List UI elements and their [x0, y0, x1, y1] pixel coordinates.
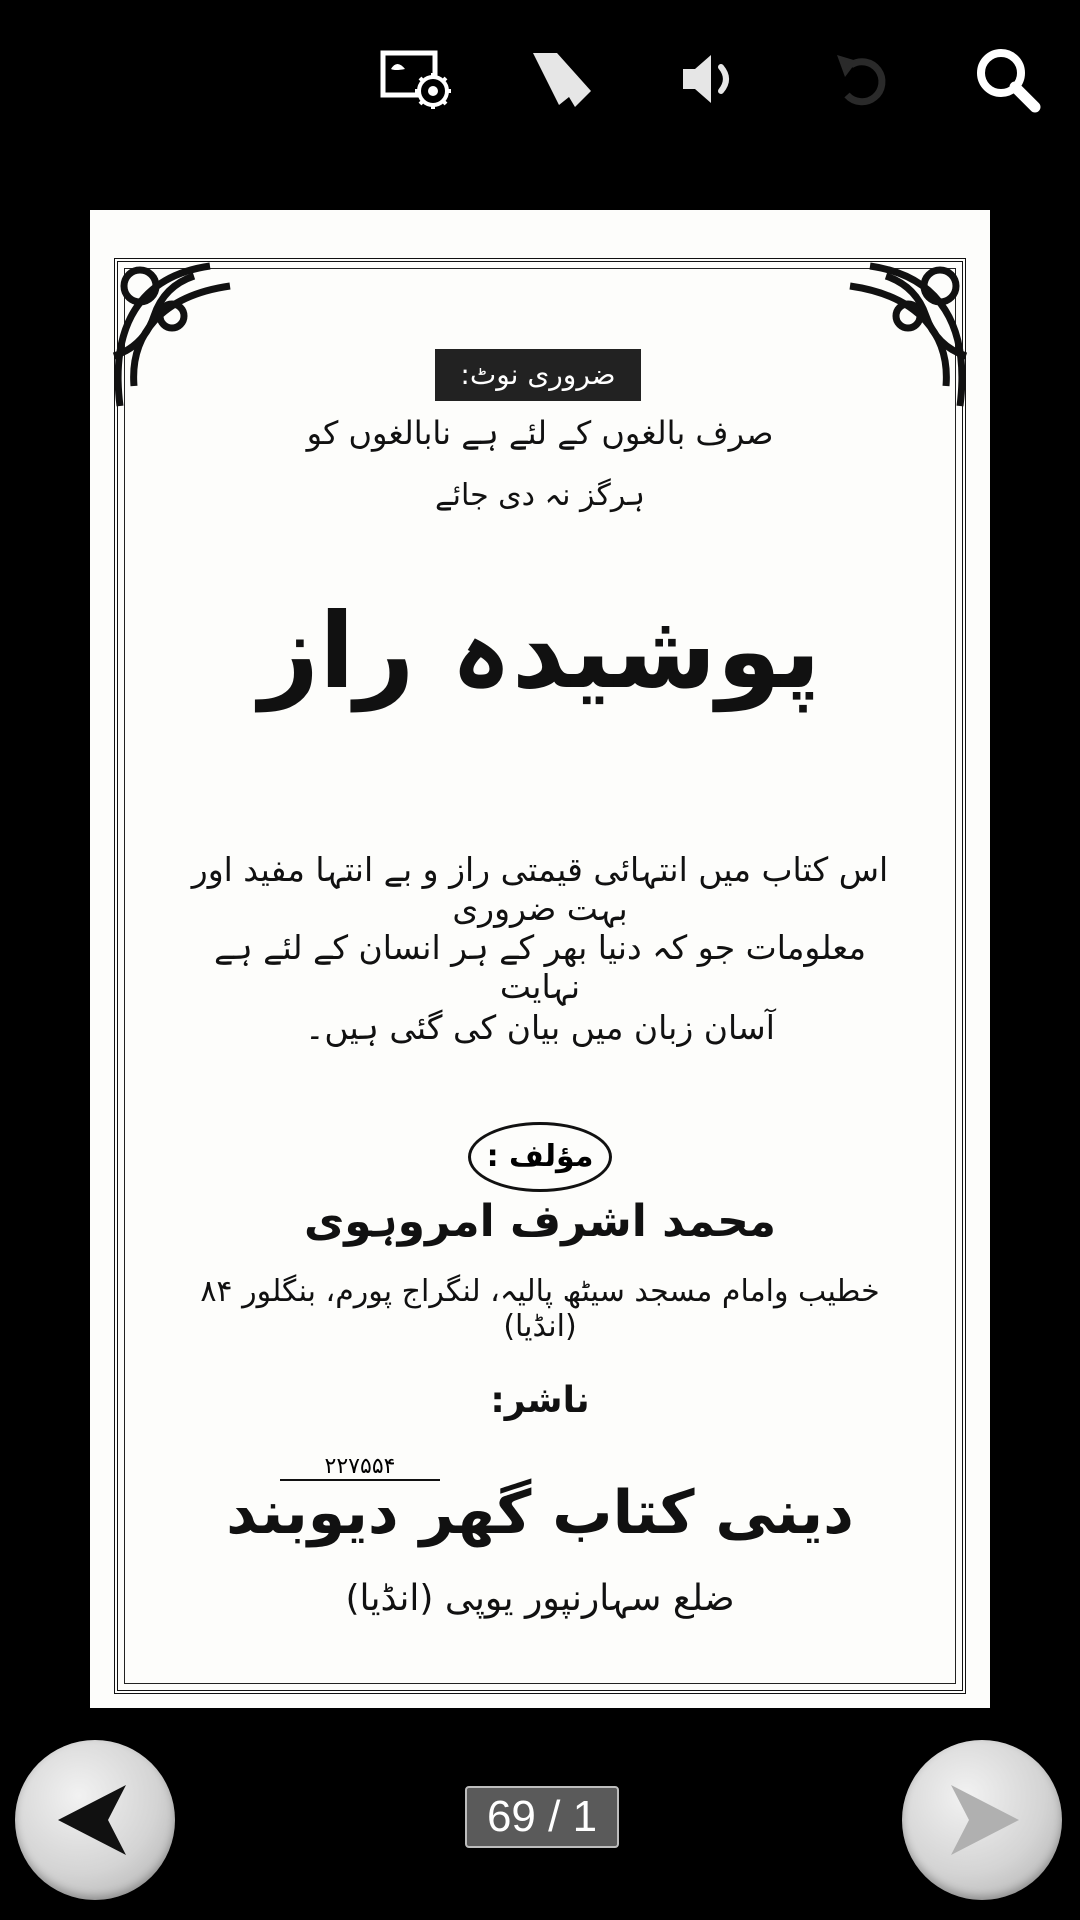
publisher-label: ناشر: [490, 1380, 590, 1421]
arrow-right-icon [937, 1775, 1027, 1865]
speaker-icon [671, 39, 751, 119]
publisher-code: ۲۲۷۵۵۴ [280, 1454, 440, 1481]
author-info: خطیب وامام مسجد سیٹھ پالیہ، لنگراج پورم، بنگلور ۸۴ (انڈیا) [200, 1274, 880, 1344]
search-icon [967, 39, 1047, 119]
top-toolbar [0, 0, 1080, 160]
warning-line-2: ہرگز نہ دی جائے [435, 478, 645, 513]
book-title: پوشیدہ راز [259, 590, 821, 712]
important-note-label: ضروری نوٹ: [435, 349, 641, 401]
arrow-left-icon [50, 1775, 140, 1865]
undo-button[interactable] [822, 38, 904, 120]
undo-icon [823, 39, 903, 119]
previous-page-button[interactable] [15, 1740, 175, 1900]
warning-line-1: صرف بالغوں کے لئے ہے نابالغوں کو [306, 414, 774, 452]
audio-button[interactable] [670, 38, 752, 120]
book-page [90, 210, 990, 1708]
page-counter: 69 / 1 [465, 1786, 619, 1848]
publisher-name: دینی کتاب گھر دیوبند [226, 1478, 854, 1548]
author-label: مؤلف : [468, 1122, 612, 1192]
night-mode-settings-button[interactable] [376, 38, 458, 120]
bookmark-icon [519, 39, 599, 119]
image-settings-icon [377, 39, 457, 119]
search-button[interactable] [966, 38, 1048, 120]
corner-ornament-left [100, 246, 280, 426]
corner-ornament-right [800, 246, 980, 426]
bookmark-button[interactable] [518, 38, 600, 120]
next-page-button[interactable] [902, 1740, 1062, 1900]
publisher-location: ضلع سہارنپور یوپی (انڈیا) [345, 1578, 735, 1619]
author-name: محمد اشرف امروہوی [303, 1196, 777, 1247]
description-line-1: اس کتاب میں انتہائی قیمتی راز و بے انتہا مفید اور بہت ضروری [191, 850, 889, 928]
description-line-2: معلومات جو کہ دنیا بھر کے ہر انسان کے لئے ہے نہایت [214, 928, 866, 1006]
description-line-3: آسان زبان میں بیان کی گئی ہیں۔ [305, 1008, 775, 1047]
